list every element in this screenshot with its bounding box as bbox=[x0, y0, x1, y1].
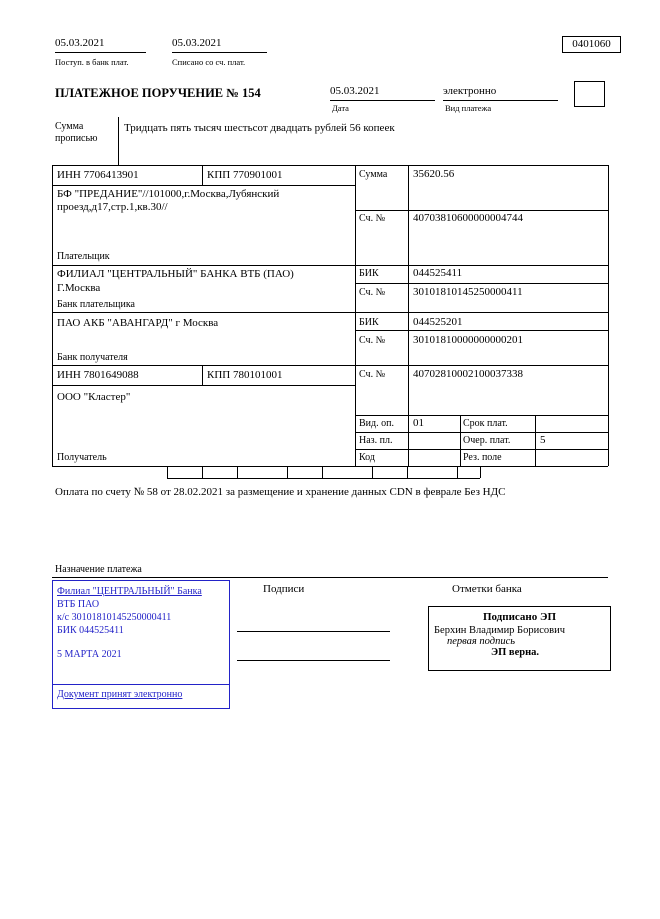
payer-bank-city: Г.Москва bbox=[57, 282, 101, 294]
payer-bank-account: 30101810145250000411 bbox=[413, 286, 523, 298]
code-label: Код bbox=[359, 452, 375, 463]
table-line bbox=[355, 432, 608, 433]
table-line bbox=[202, 365, 203, 385]
stamp-divider-line bbox=[53, 684, 229, 685]
amount-words-label-line1: Сумма bbox=[55, 121, 84, 132]
payer-account: 40703810600000004744 bbox=[413, 212, 523, 224]
op-kind-value: 01 bbox=[413, 417, 424, 429]
purpose-text: Оплата по счету № 58 от 28.02.2021 за размещение и хранение данных CDN в феврале Без НДС bbox=[55, 486, 506, 498]
payee-bank-label: Банк получателя bbox=[57, 352, 128, 363]
payee-bank-account-label: Сч. № bbox=[359, 335, 386, 346]
payer-bank-bik: 044525411 bbox=[413, 267, 463, 279]
payee-bank-name: ПАО АКБ "АВАНГАРД" г Москва bbox=[57, 317, 219, 329]
sum-value: 35620.56 bbox=[413, 168, 455, 180]
e-signature-kind: первая подпись bbox=[447, 636, 516, 647]
amount-words-label-line2: прописью bbox=[55, 133, 98, 144]
purpose-line bbox=[52, 577, 608, 578]
stamp-bik: БИК 044525411 bbox=[57, 625, 124, 636]
payee-bank-bik-label: БИК bbox=[359, 317, 379, 328]
field-cells-line bbox=[202, 466, 203, 478]
payer-name: БФ "ПРЕДАНИЕ"//101000,г.Москва,Лубянский проезд,д17,стр.1,кв.30// bbox=[57, 188, 280, 213]
field-cells-line bbox=[480, 466, 481, 478]
field-cells-line bbox=[167, 466, 168, 478]
purpose-code-label: Наз. пл. bbox=[359, 435, 393, 446]
payer-kpp: КПП 770901001 bbox=[207, 169, 283, 181]
table-line bbox=[460, 415, 461, 466]
table-line bbox=[355, 415, 608, 416]
payee-name: ООО "Кластер" bbox=[57, 391, 131, 403]
debited-date: 05.03.2021 bbox=[172, 37, 267, 53]
payee-bank-account: 30101810000000000201 bbox=[413, 334, 523, 346]
table-line bbox=[52, 165, 53, 466]
signature-line-2 bbox=[237, 660, 390, 661]
table-line bbox=[608, 165, 609, 466]
field-cells-line bbox=[407, 466, 408, 478]
payment-kind-code-box bbox=[574, 81, 605, 107]
payee-account: 40702810002100037338 bbox=[413, 368, 523, 380]
table-line bbox=[52, 185, 355, 186]
purpose-label: Назначение платежа bbox=[55, 564, 142, 575]
field-cells-line bbox=[457, 466, 458, 478]
reserve-label: Рез. поле bbox=[463, 452, 502, 463]
payment-kind: электронно bbox=[443, 85, 558, 101]
form-code-box: 0401060 bbox=[562, 36, 621, 53]
field-cells-line bbox=[167, 478, 480, 479]
document-date-label: Дата bbox=[332, 103, 349, 113]
payer-bank-account-label: Сч. № bbox=[359, 287, 386, 298]
payee-bank-bik: 044525201 bbox=[413, 316, 463, 328]
payer-inn: ИНН 7706413901 bbox=[57, 169, 139, 181]
table-line bbox=[52, 165, 608, 166]
signature-line-1 bbox=[237, 631, 390, 632]
document-title: ПЛАТЕЖНОЕ ПОРУЧЕНИЕ № 154 bbox=[55, 86, 261, 100]
e-signature-title: Подписано ЭП bbox=[482, 611, 557, 623]
table-line bbox=[52, 365, 608, 366]
table-line bbox=[355, 449, 608, 450]
due-label: Срок плат. bbox=[463, 418, 508, 429]
payer-label: Плательщик bbox=[57, 251, 110, 262]
bank-stamp bbox=[52, 580, 230, 709]
table-line bbox=[535, 415, 536, 466]
stamp-date: 5 МАРТА 2021 bbox=[57, 649, 122, 660]
payment-kind-label: Вид платежа bbox=[445, 103, 492, 113]
stamp-bank-name-line1: Филиал "ЦЕНТРАЛЬНЫЙ" Банка bbox=[57, 586, 202, 597]
table-line bbox=[355, 210, 608, 211]
field-cells-line bbox=[287, 466, 288, 478]
payer-account-label: Сч. № bbox=[359, 213, 386, 224]
payer-bank-label: Банк плательщика bbox=[57, 299, 135, 310]
op-kind-label: Вид. оп. bbox=[359, 418, 394, 429]
stamp-bank-name-line2: ВТБ ПАО bbox=[57, 599, 100, 610]
received-date-label: Поступ. в банк плат. bbox=[55, 57, 129, 67]
amount-in-words: Тридцать пять тысяч шестьсот двадцать рублей 56 копеек bbox=[124, 122, 395, 134]
table-line bbox=[52, 385, 355, 386]
table-line bbox=[355, 165, 356, 466]
field-cells-line bbox=[322, 466, 323, 478]
field-cells-line bbox=[237, 466, 238, 478]
payer-bank-bik-label: БИК bbox=[359, 268, 379, 279]
stamp-footer: Документ принят электронно bbox=[57, 689, 183, 700]
payee-account-label: Сч. № bbox=[359, 369, 386, 380]
table-line bbox=[118, 117, 119, 165]
table-line bbox=[355, 330, 608, 331]
payee-label: Получатель bbox=[57, 452, 107, 463]
document-date: 05.03.2021 bbox=[330, 85, 435, 101]
received-date: 05.03.2021 bbox=[55, 37, 146, 53]
signatures-label: Подписи bbox=[263, 583, 305, 595]
table-line bbox=[202, 165, 203, 185]
debited-date-label: Списано со сч. плат. bbox=[172, 57, 246, 67]
table-line bbox=[355, 283, 608, 284]
priority-label: Очер. плат. bbox=[463, 435, 511, 446]
payee-kpp: КПП 780101001 bbox=[207, 369, 283, 381]
payer-bank-name: ФИЛИАЛ "ЦЕНТРАЛЬНЫЙ" БАНКА ВТБ (ПАО) bbox=[57, 268, 294, 280]
e-signature-verified: ЭП верна. bbox=[491, 647, 540, 658]
table-line bbox=[52, 466, 608, 467]
priority-value: 5 bbox=[540, 434, 546, 446]
e-signature-signer: Берхин Владимир Борисович bbox=[434, 625, 565, 636]
e-signature-box bbox=[428, 606, 611, 671]
payee-inn: ИНН 7801649088 bbox=[57, 369, 139, 381]
sum-label: Сумма bbox=[359, 169, 388, 180]
stamp-corr-account: к/с 30101810145250000411 bbox=[57, 612, 172, 623]
field-cells-line bbox=[372, 466, 373, 478]
table-line bbox=[52, 312, 608, 313]
table-line bbox=[52, 265, 608, 266]
bank-marks-label: Отметки банка bbox=[452, 583, 522, 595]
table-line bbox=[408, 165, 409, 466]
